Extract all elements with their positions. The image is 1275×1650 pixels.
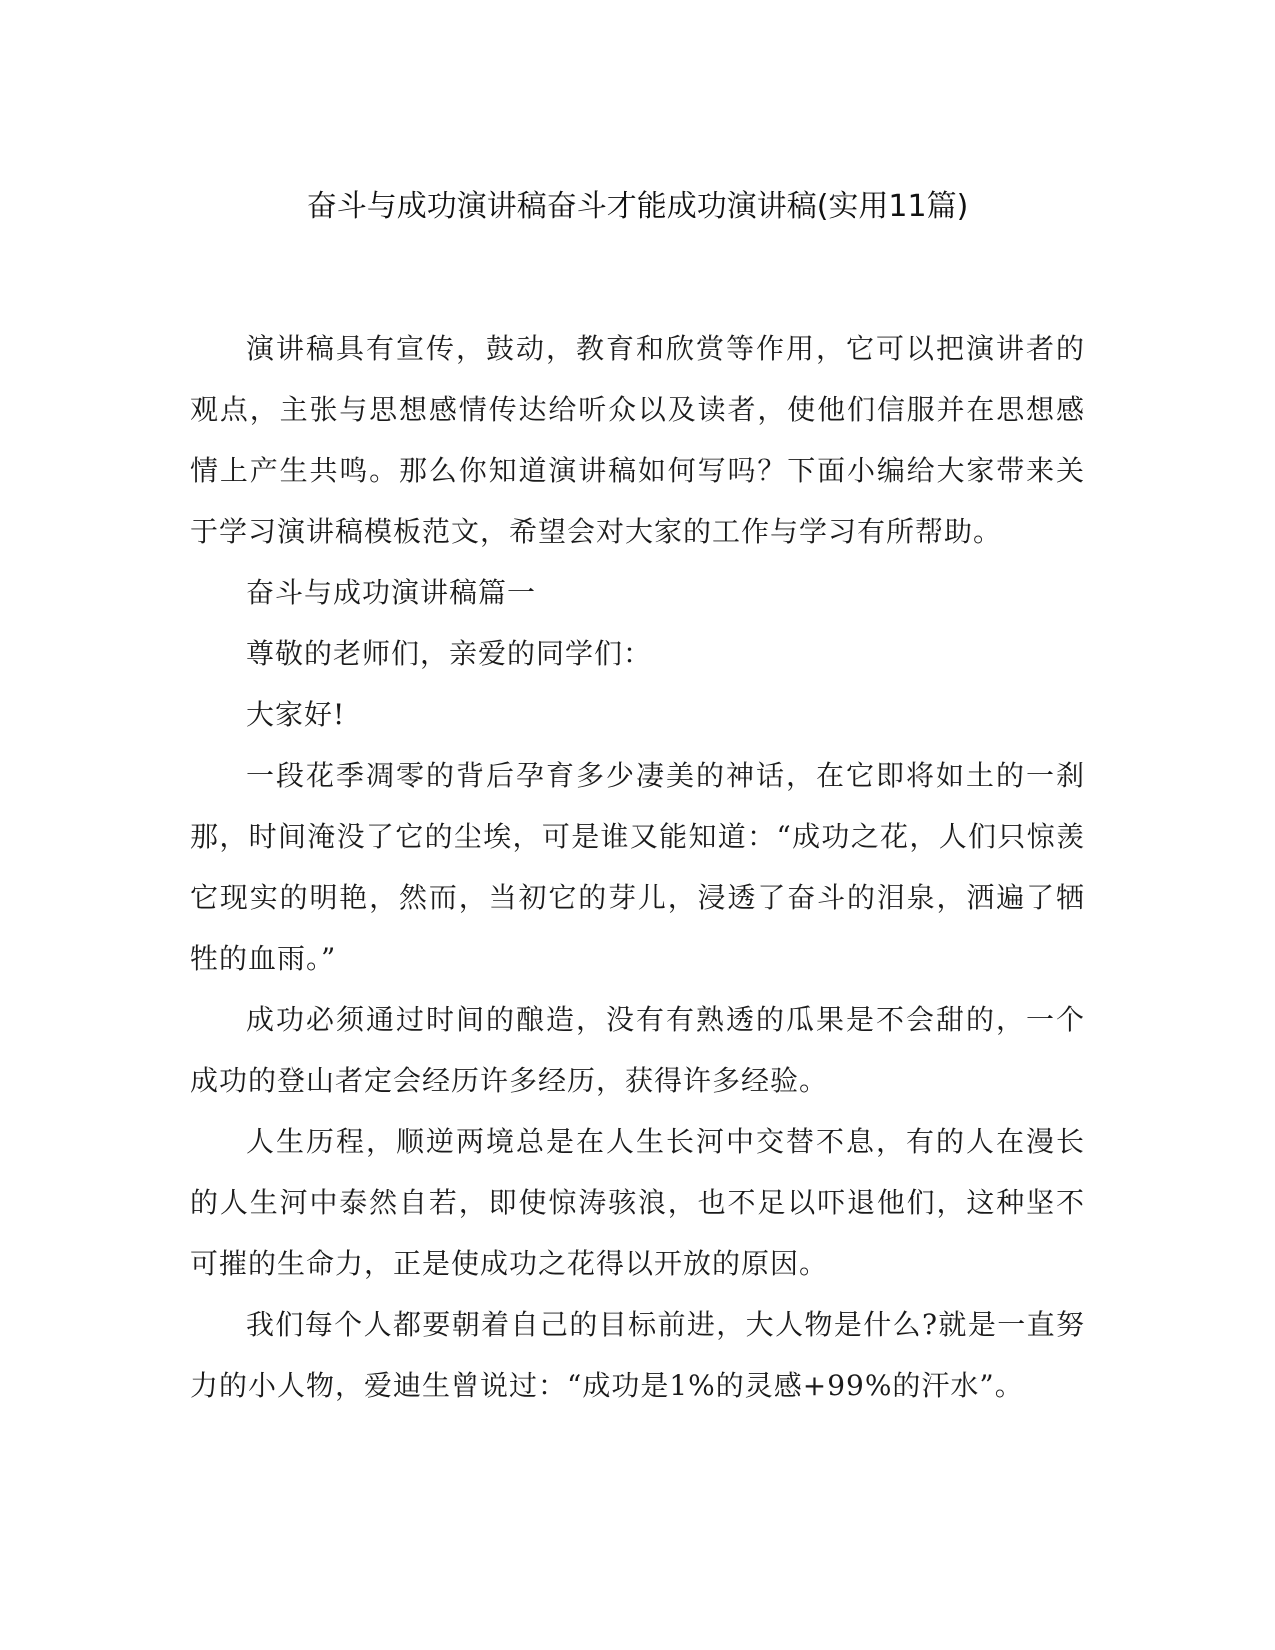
paragraph: 成功必须通过时间的酿造，没有有熟透的瓜果是不会甜的，一个成功的登山者定会经历许多经历，获得许多经验。 — [190, 1003, 1085, 1097]
salutation: 尊敬的老师们，亲爱的同学们： — [246, 637, 653, 670]
paragraph-intro: 演讲稿具有宣传，鼓动，教育和欣赏等作用，它可以把演讲者的观点，主张与思想感情传达给听众以及读者，使他们信服并在思想感情上产生共鸣。那么你知道演讲稿如何写吗？下面小编给大家带来关于学习演讲稿模板范文，希望会对大家的工作与学习有所帮助。 — [190, 332, 1085, 548]
paragraph: 人生历程，顺逆两境总是在人生长河中交替不息，有的人在漫长的人生河中泰然自若，即使惊涛骇浪，也不足以吓退他们，这种坚不可摧的生命力，正是使成功之花得以开放的原因。 — [190, 1125, 1085, 1280]
document-title: 奋斗与成功演讲稿奋斗才能成功演讲稿(实用11篇) — [306, 189, 969, 224]
paragraph: 我们每个人都要朝着自己的目标前进，大人物是什么?就是一直努力的小人物，爱迪生曾说过：“成功是1%的灵感+99%的汗水”。 — [190, 1308, 1085, 1402]
paragraph: 一段花季凋零的背后孕育多少凄美的神话，在它即将如土的一刹那，时间淹没了它的尘埃，可是谁又能知道：“成功之花，人们只惊羡它现实的明艳，然而，当初它的芽儿，浸透了奋斗的泪泉，洒遍了牺牲的血雨。” — [190, 759, 1085, 975]
document-body — [190, 318, 1085, 1416]
section-heading: 奋斗与成功演讲稿篇一 — [246, 576, 537, 609]
greeting: 大家好! — [246, 698, 346, 731]
